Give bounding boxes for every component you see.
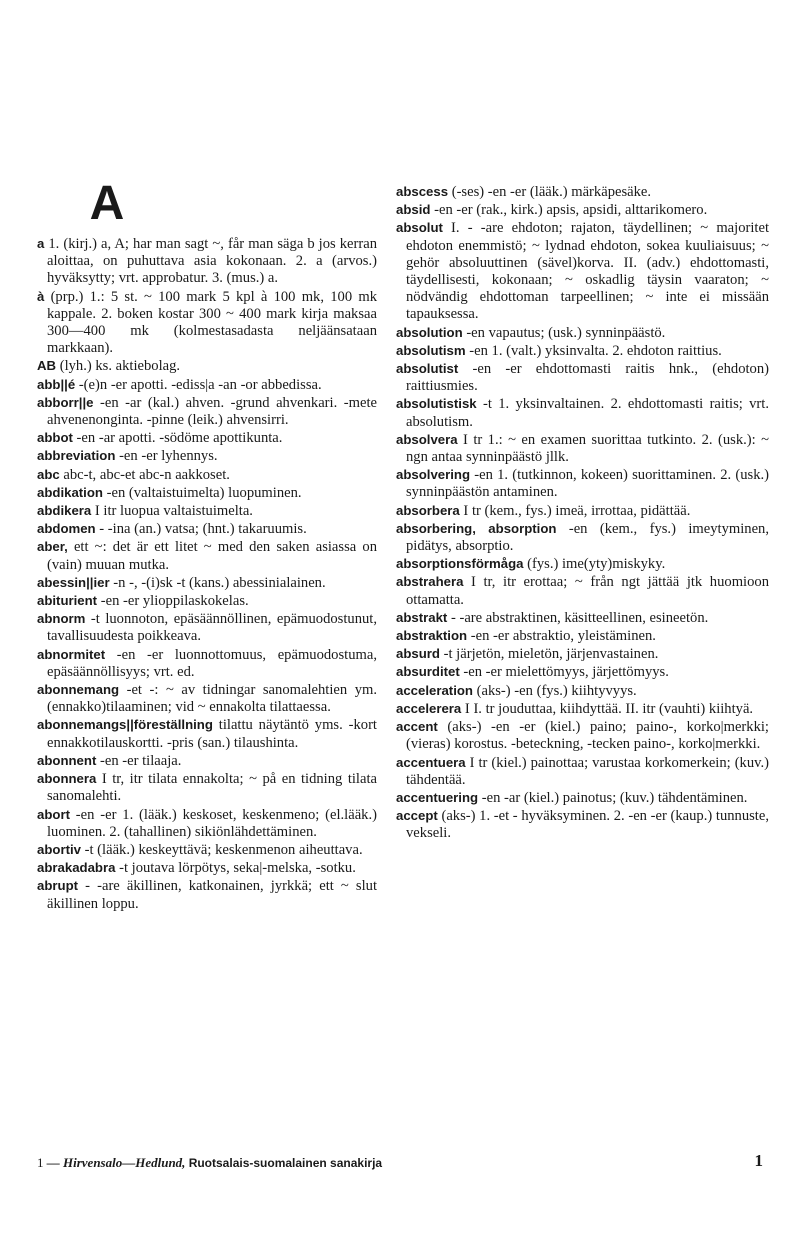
- section-letter: A: [89, 177, 125, 230]
- entry-definition: -en -er luonnottomuus, epämuodostuma, epäsäännöllisyys; vrt. ed.: [47, 646, 377, 680]
- dictionary-entry: [37, 288, 377, 358]
- entry-definition: -et -: ~ av tidningar sanomalehtien ym. (ennakko)tilaaminen; vid ~ ennakolta tilattaessa.: [47, 682, 377, 716]
- dictionary-entry: [396, 466, 769, 501]
- entry-headword: accentuera: [396, 754, 466, 770]
- entry-definition: I tr, itr erottaa; ~ från ngt jättää jtk huomioon ottamatta.: [406, 574, 769, 608]
- entry-definition: (aks-) -en -er (kiel.) paino; paino-, korko|merkki; (vieras) korostus. -beteckning, -tecken paino-, korko|merkki.: [406, 719, 769, 753]
- dictionary-entry: [37, 877, 377, 912]
- dictionary-entry: [396, 395, 769, 430]
- entry-definition: -t (lääk.) keskeyttävä; keskenmenon aiheuttava.: [80, 841, 363, 858]
- footer-imprint: [37, 1154, 382, 1172]
- entry-headword: abrakadabra: [37, 860, 116, 876]
- dictionary-entry: [37, 610, 377, 645]
- entry-definition: I tr, itr tilata ennakolta; ~ på en tidning tilata sanomalehti.: [47, 771, 377, 805]
- entry-definition: -en 1. (valt.) yksinvalta. 2. ehdoton raittius.: [465, 342, 722, 359]
- entry-headword: abstrakt: [396, 609, 448, 625]
- dictionary-entry: [37, 752, 377, 770]
- entry-headword: absid: [396, 202, 431, 218]
- entry-headword: abborr||e: [37, 394, 94, 410]
- entry-headword: abonnemangs||föreställning: [37, 717, 213, 733]
- dictionary-entry: [396, 807, 769, 842]
- dictionary-entry: [396, 201, 769, 219]
- entry-definition: tilattu näytäntö yms. -kort ennakkotilauskortti. -pris (san.) tilaushinta.: [47, 717, 377, 751]
- entry-definition: -n -, -(i)sk -t (kans.) abessinialainen.: [109, 574, 326, 591]
- entry-definition: -en -er abstraktio, yleistäminen.: [467, 628, 656, 645]
- entry-headword: abortiv: [37, 841, 81, 857]
- dictionary-entry: [396, 700, 769, 718]
- entry-headword: abstraktion: [396, 628, 468, 644]
- entry-headword: abonnent: [37, 752, 97, 768]
- entry-definition: -t joutava lörpötys, seka|-melska, -sotku.: [115, 860, 356, 877]
- dictionary-entry: [37, 447, 377, 465]
- entry-headword: abbreviation: [37, 448, 116, 464]
- dictionary-entry: [396, 555, 769, 573]
- entry-definition: -en -er ehdottomasti raitis hnk., (ehdoton) raittiusmies.: [406, 361, 769, 395]
- dictionary-entry: [37, 592, 377, 610]
- entry-headword: abdikation: [37, 484, 103, 500]
- dictionary-entry: [396, 360, 769, 395]
- entry-headword: accelerera: [396, 700, 462, 716]
- dictionary-entry: [396, 789, 769, 807]
- entry-headword: absurditet: [396, 664, 460, 680]
- entry-definition: (lyh.) ks. aktiebolag.: [56, 358, 181, 375]
- entry-headword: absolution: [396, 324, 463, 340]
- entry-headword: abonnemang: [37, 682, 120, 698]
- entry-headword: absolvering: [396, 467, 471, 483]
- dictionary-entry: [37, 716, 377, 751]
- entry-headword: abessin||ier: [37, 574, 110, 590]
- entry-headword: abstrahera: [396, 574, 464, 590]
- dictionary-entry: [37, 681, 377, 716]
- entry-headword: acceleration: [396, 682, 473, 698]
- dictionary-entry: [396, 627, 769, 645]
- dictionary-entry: [37, 646, 377, 681]
- dictionary-entry: [396, 219, 769, 323]
- entry-headword: abdomen: [37, 521, 96, 537]
- entry-definition: I tr (kiel.) painottaa; varustaa korkomerkein; (kuv.) tähdentää.: [406, 754, 769, 788]
- dictionary-entry: [37, 466, 377, 484]
- page-number: 1: [754, 1151, 763, 1170]
- dictionary-entry: [37, 429, 377, 447]
- entry-definition: - -are abstraktinen, käsitteellinen, esineetön.: [447, 609, 709, 626]
- entry-definition: -en -er ylioppilaskokelas.: [97, 593, 249, 610]
- entry-headword: abc: [37, 466, 60, 482]
- entry-headword: absorptionsförmåga: [396, 556, 524, 572]
- entry-definition: -en -er lyhennys.: [115, 448, 218, 465]
- entry-definition: -(e)n -er apotti. -ediss|a -an -or abbedissa.: [75, 376, 322, 393]
- entry-definition: (fys.) ime(yty)miskyky.: [523, 556, 666, 573]
- dictionary-entry: [37, 357, 377, 375]
- entry-headword: absolutist: [396, 361, 459, 377]
- dictionary-entry: [396, 718, 769, 753]
- entry-headword: à: [37, 288, 45, 304]
- dictionary-entry: [37, 841, 377, 859]
- dictionary-entry: [396, 183, 769, 201]
- dictionary-entry: [396, 754, 769, 789]
- entry-headword: a: [37, 236, 45, 251]
- entry-headword: accept: [396, 808, 438, 824]
- dictionary-entry: [396, 682, 769, 700]
- dictionary-entry: [396, 324, 769, 342]
- dictionary-entry: [396, 520, 769, 555]
- dictionary-entry: [396, 609, 769, 627]
- dictionary-entry: [37, 235, 377, 288]
- entry-definition: I. - -are ehdoton; rajaton, täydellinen; ~ majoritet ehdoton enemmistö; ~ lydnad ehdoton, sokea kuuliaisuus; ~ gehör absoluuttinen (sävel)korva. II. (adv.) ehdottomasti, täydellisesti, kokonaan; ~ oskadlig täysin vaaraton; ~ nödvändig ehdottoman tarpeellinen; ~ inte ei missään tapauksessa.: [406, 220, 769, 323]
- entry-headword: abscess: [396, 184, 449, 199]
- entry-definition: abc-t, abc-et abc-n aakkoset.: [59, 466, 230, 483]
- entry-definition: (prp.) 1.: 5 st. ~ 100 mark 5 kpl à 100 mk, 100 mk kappale. 2. boken kostar 300 ~ 400 mark kirja maksaa 300—400 mk (kolmestasadasta neljäänsataan markkaan).: [44, 288, 377, 357]
- entry-definition: (aks-) 1. -et - hyväksyminen. 2. -en -er (kaup.) tunnuste, vekseli.: [406, 808, 769, 842]
- entry-definition: I tr 1.: ~ en examen suorittaa tutkinto. 2. (usk.): ~ ngn antaa synninpäästö jllk.: [406, 431, 769, 466]
- dictionary-entry: [396, 502, 769, 520]
- dictionary-entry: [396, 663, 769, 681]
- entry-definition: -en vapautus; (usk.) synninpäästö.: [462, 324, 666, 341]
- dictionary-entry: [37, 538, 377, 573]
- entry-definition: -en -er (rak., kirk.) apsis, apsidi, alttarikomero.: [430, 202, 708, 219]
- entry-headword: absolutism: [396, 342, 466, 358]
- entry-definition: -t 1. yksinvaltainen. 2. ehdottomasti raitis; vrt. absolutism.: [406, 396, 769, 430]
- dictionary-entry: [37, 770, 377, 805]
- entry-definition: -t järjetön, mieletön, järjenvastainen.: [439, 646, 659, 663]
- entry-headword: abnormitet: [37, 646, 106, 662]
- entry-headword: accent: [396, 719, 438, 735]
- footer-sheet-number: 1: [37, 1155, 44, 1170]
- dictionary-entry: [396, 645, 769, 663]
- dictionary-entry: [37, 502, 377, 520]
- entry-headword: abiturient: [37, 593, 98, 609]
- footer-book-title: Ruotsalais-suomalainen sanakirja: [188, 1156, 383, 1170]
- entry-definition: -en -er 1. (lääk.) keskoset, keskenmeno; (el.lääk.) luominen. 2. (tahallinen) sikiönlähdettäminen.: [47, 806, 377, 840]
- entry-definition: - -are äkillinen, katkonainen, jyrkkä; ett ~ slut äkillinen loppu.: [47, 878, 377, 912]
- entry-definition: -en -er mielettömyys, järjettömyys.: [459, 664, 669, 681]
- dictionary-entry: [37, 520, 377, 538]
- entry-headword: abort: [37, 806, 70, 822]
- entry-headword: AB: [37, 358, 57, 374]
- dictionary-entry: [37, 394, 377, 429]
- entry-definition: -en 1. (tutkinnon, kokeen) suorittaminen. 2. (usk.) synninpäästön antaminen.: [406, 467, 769, 501]
- entry-definition: (aks-) -en (fys.) kiihtyvyys.: [472, 682, 637, 699]
- footer-authors: — Hirvensalo—Hedlund,: [46, 1155, 186, 1170]
- entry-definition: -en -ar (kal.) ahven. -grund ahvenkari. -mete ahvenenonginta. -pinne (leik.) ahvensirri.: [47, 394, 377, 429]
- entry-definition: 1. (kirj.) a, A; har man sagt ~, får man säga b jos kerran aloittaa, on puhuttava asia kokonaan. 2. a (arvos.) hyväksytty; vrt. approbatur. 3. (mus.) a.: [44, 236, 377, 287]
- entry-headword: abb||é: [37, 376, 76, 392]
- entry-definition: -en -ar apotti. -södöme apottikunta.: [72, 430, 283, 447]
- entry-headword: abnorm: [37, 611, 86, 627]
- dictionary-entry: [396, 431, 769, 466]
- entry-definition: -en (valtaistuimelta) luopuminen.: [102, 484, 302, 501]
- entry-headword: abonnera: [37, 771, 97, 787]
- entry-definition: I I. tr jouduttaa, kiihdyttää. II. itr (vauhti) kiihtyä.: [461, 700, 754, 717]
- entry-definition: I tr (kem., fys.) imeä, irrottaa, pidättää.: [459, 502, 691, 519]
- entry-definition: -en (kem., fys.) imeytyminen, pidätys, absorptio.: [406, 520, 769, 555]
- entry-definition: -en -ar (kiel.) painotus; (kuv.) tähdentäminen.: [478, 789, 748, 806]
- entry-definition: ett ~: det är ett litet ~ med den saken asiassa on (vain) muuan mutka.: [47, 539, 377, 573]
- dictionary-entry: [37, 859, 377, 877]
- entry-headword: abdikera: [37, 503, 92, 519]
- dictionary-entry: [37, 376, 377, 394]
- entry-definition: - -ina (an.) vatsa; (hnt.) takaruumis.: [95, 521, 307, 538]
- entry-definition: -t luonnoton, epäsäännöllinen, epämuodostunut, tavallisuudesta poikkeava.: [47, 611, 377, 645]
- dictionary-entry: [37, 806, 377, 841]
- entry-headword: absurd: [396, 646, 440, 662]
- right-column: [396, 183, 769, 843]
- dictionary-entry: [396, 342, 769, 360]
- entry-headword: abrupt: [37, 878, 79, 894]
- dictionary-entry: [37, 484, 377, 502]
- entry-definition: -en -er tilaaja.: [96, 752, 182, 769]
- entry-definition: (-ses) -en -er (lääk.) märkäpesäke.: [448, 184, 652, 200]
- entry-headword: absolvera: [396, 431, 458, 447]
- entry-headword: accentuering: [396, 789, 479, 805]
- entry-headword: absolut: [396, 220, 443, 236]
- entry-definition: I itr luopua valtaistuimelta.: [91, 503, 253, 520]
- left-column: [37, 235, 377, 913]
- dictionary-entry: [396, 573, 769, 608]
- entry-headword: absorbera: [396, 502, 460, 518]
- entry-headword: abbot: [37, 430, 73, 446]
- entry-headword: absorbering, absorption: [396, 520, 557, 536]
- entry-headword: aber,: [37, 539, 68, 555]
- dictionary-entry: [37, 574, 377, 592]
- entry-headword: absolutistisk: [396, 396, 477, 412]
